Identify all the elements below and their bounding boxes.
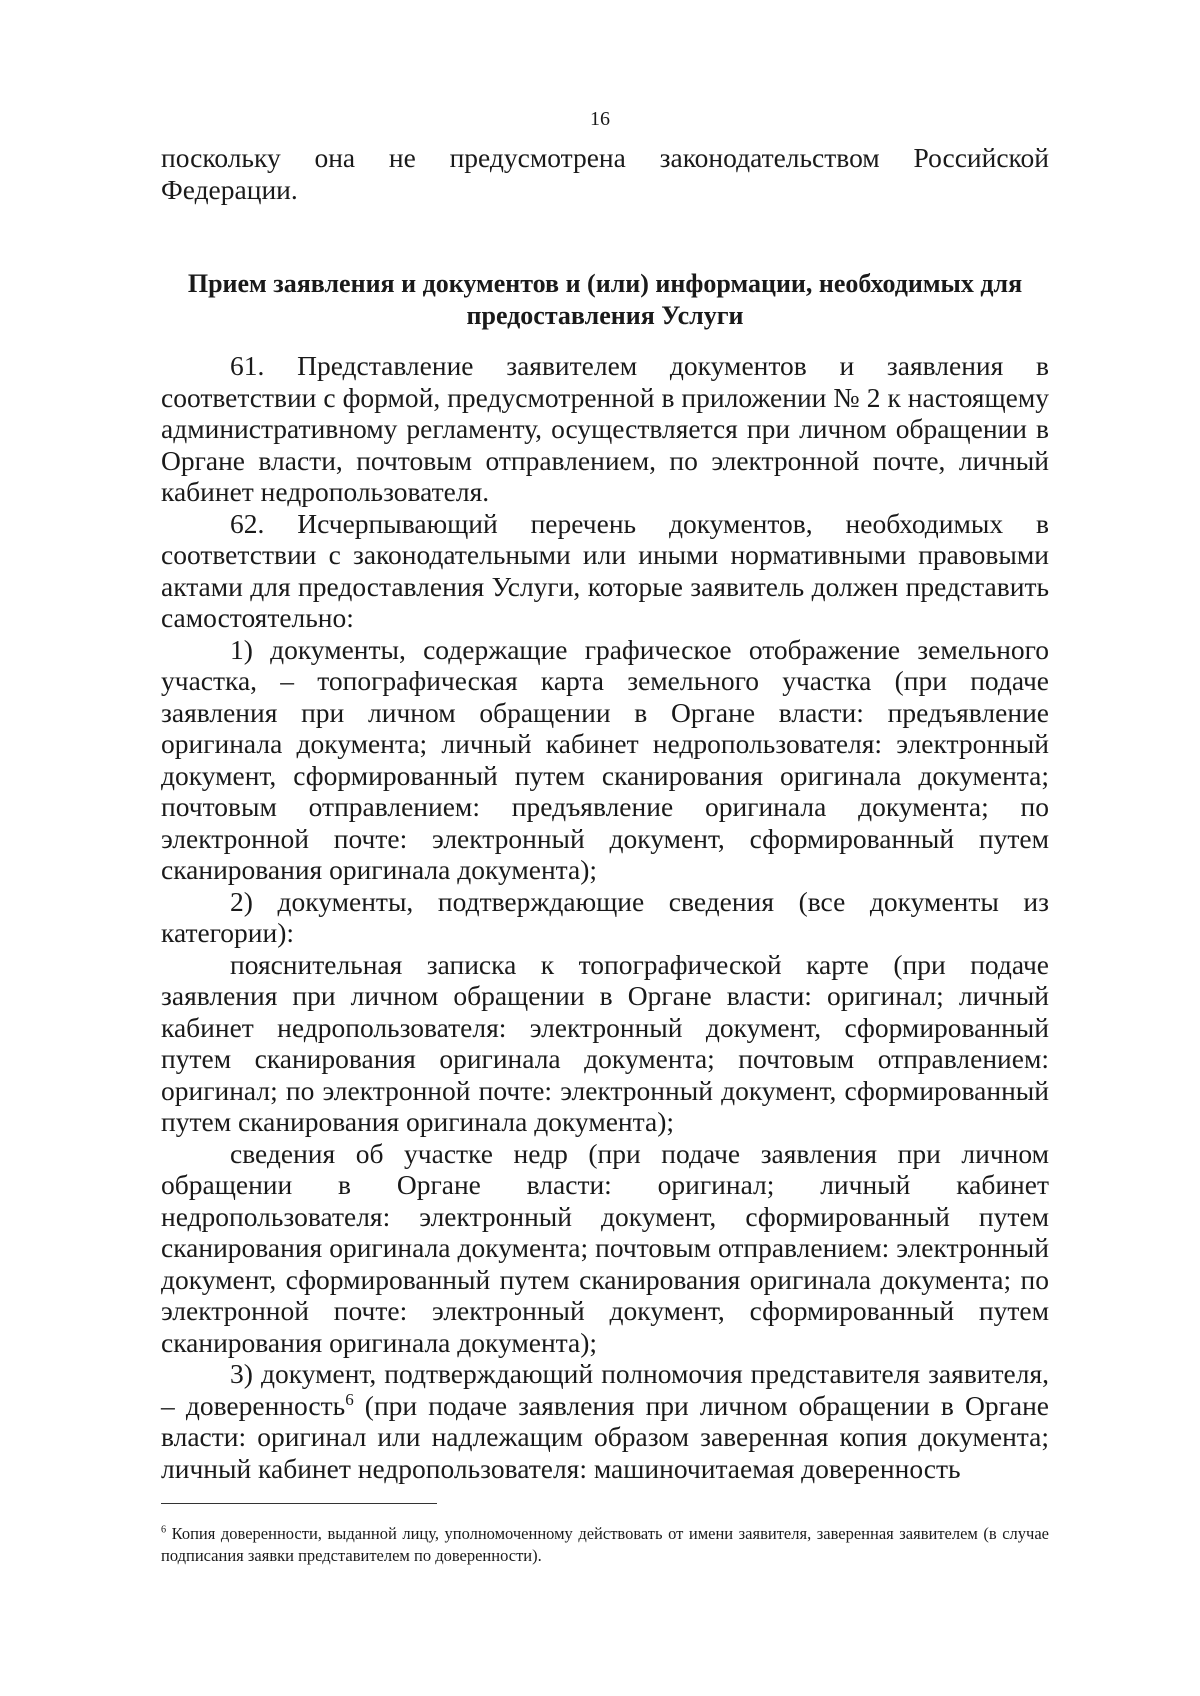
main-text-block	[161, 350, 1049, 1484]
page-number: 16	[590, 108, 610, 130]
footnote-marker: 6	[161, 1524, 167, 1536]
footnote-reference: 6	[345, 1389, 354, 1409]
footnote	[161, 1523, 1049, 1567]
subsoil-info-paragraph: сведения об участке недр (при подаче заявления при личном обращении в Органе власти: оригинал; личный кабинет недропользователя: электронный документ, сформированный путем сканирования оригинала документа; почтовым отправлением: электронный документ, сформированный путем сканирования оригинала документа; по электронной почте: электронный документ, сформированный путем сканирования оригинала документа);	[161, 1137, 1049, 1358]
list-item-3	[161, 1358, 1049, 1484]
explanatory-note-paragraph: пояснительная записка к топографической карте (при подаче заявления при личном обращении в Органе власти: оригинал; личный кабинет недропользователя: электронный документ, сформированный путем сканирования оригинала документа; почтовым отправлением: оригинал; по электронной почте: электронный документ, сформированный путем сканирования оригинала документа);	[161, 948, 1049, 1137]
top-text-block	[161, 142, 1049, 205]
list-item-2: 2) документы, подтверждающие сведения (все документы из категории):	[161, 885, 1049, 948]
footnote-text: Копия доверенности, выданной лицу, уполномоченному действовать от имени заявителя, заверенная заявителем (в случае подписания заявки представителем по доверенности).	[161, 1524, 1049, 1565]
list-item-3-text-end: (при подаче заявления при личном обращении в Органе власти: оригинал или надлежащим образом заверенная копия документа; личный кабинет недропользователя: машиночитаемая доверенность	[161, 1389, 1049, 1484]
continuation-paragraph: поскольку она не предусмотрена законодательством Российской Федерации.	[161, 142, 1049, 205]
paragraph-61: 61. Представление заявителем документов и заявления в соответствии с формой, предусмотренной в приложении № 2 к настоящему административному регламенту, осуществляется при личном обращении в Органе власти, почтовым отправлением, по электронной почте, личный кабинет недропользователя.	[161, 350, 1049, 507]
paragraph-62: 62. Исчерпывающий перечень документов, необходимых в соответствии с законодательными или иными нормативными правовыми актами для предоставления Услуги, которые заявитель должен представить самостоятельно:	[161, 507, 1049, 633]
section-heading: Прием заявления и документов и (или) информации, необходимых для предоставления Услуги	[187, 269, 1023, 330]
list-item-1: 1) документы, содержащие графическое отображение земельного участка, – топографическая карта земельного участка (при подаче заявления при личном обращении в Органе власти: предъявление оригинала документа; личный кабинет недропользователя: электронный документ, сформированный путем сканирования оригинала документа; почтовым отправлением: предъявление оригинала документа; по электронной почте: электронный документ, сформированный путем сканирования оригинала документа);	[161, 633, 1049, 885]
footnote-divider	[161, 1503, 437, 1504]
list-item-3-text-start: 3) документ, подтверждающий полномочия представителя заявителя, – доверенность	[161, 1358, 1049, 1421]
